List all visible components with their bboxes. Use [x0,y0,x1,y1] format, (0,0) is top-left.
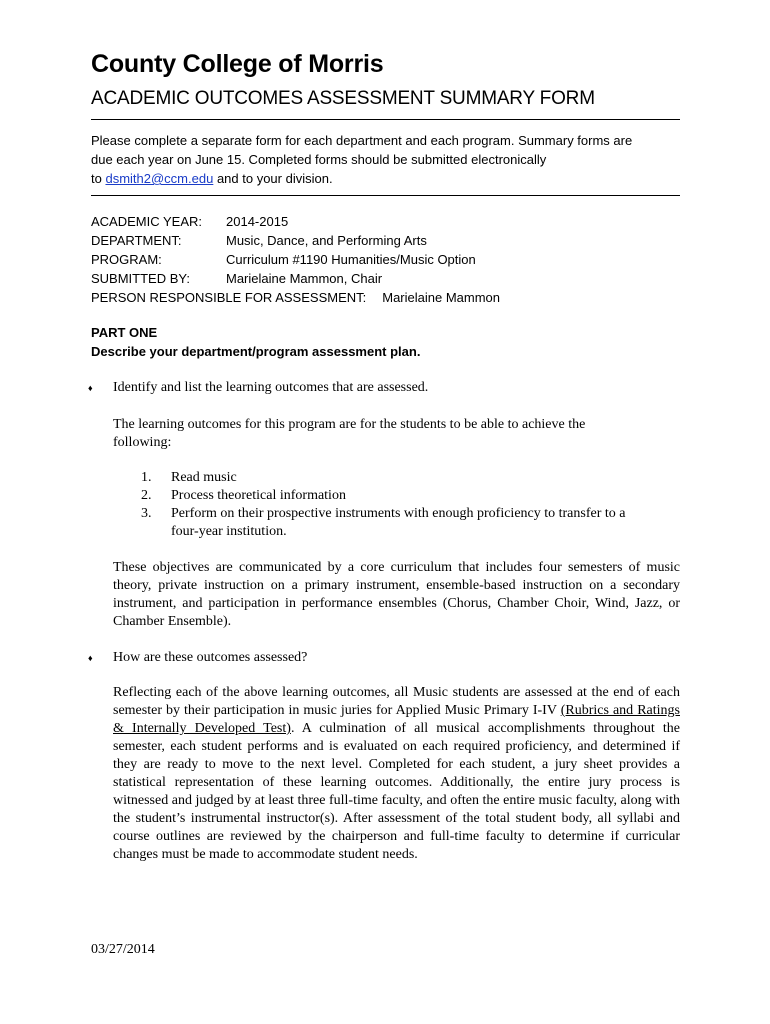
intro-line-2: due each year on June 15. Completed forms should be submitted electronically [91,152,547,167]
academic-year-value: 2014-2015 [226,214,289,229]
outcomes-intro [113,416,680,452]
rubrics-reference: (Rubrics and Ratings & Internally Developed Test) [113,703,680,736]
outcome-item-2 [141,487,346,505]
program-value: Curriculum #1190 Humanities/Music Option [226,252,476,267]
part-one-heading: PART ONE [91,325,158,340]
bullet-1-text: Identify and list the learning outcomes that are assessed. [113,380,429,395]
intro-line-3-suffix: and to your division. [213,171,333,186]
academic-year-row [91,212,288,231]
outcomes-intro-line-1: The learning outcomes for this program are for the students to be able to achieve the [113,417,586,432]
outcome-number: 1. [141,470,152,485]
submitted-by-value: Marielaine Mammon, Chair [226,271,383,286]
outcome-item-1 [141,469,237,487]
program-row [91,250,476,269]
outcome-item-3 [141,505,626,523]
assessment-text-part-1: Reflecting each of the above learning outcomes, all Music students are assessed at the end of each semester by their participation in music juries for Applied Music Primary I-IV [113,685,680,718]
form-title: ACADEMIC OUTCOMES ASSESSMENT SUMMARY FORM [91,88,595,109]
divider-top [91,119,680,120]
outcome-text: Read music [171,470,237,485]
person-responsible-row [91,288,500,307]
person-responsible-label: PERSON RESPONSIBLE FOR ASSESSMENT: [91,290,367,305]
department-row [91,231,427,250]
intro-line-3-prefix: to [91,171,106,186]
academic-year-label: ACADEMIC YEAR: [91,214,203,229]
person-responsible-value: Marielaine Mammon [382,290,501,305]
college-name: County College of Morris [91,50,384,78]
outcome-text: Process theoretical information [171,488,346,503]
submitted-by-row [91,269,382,288]
footer-date: 03/27/2014 [91,942,155,957]
outcome-item-3-continued: four-year institution. [171,524,287,539]
intro-line-1: Please complete a separate form for each department and each program. Summary forms are [91,133,633,148]
assessment-paragraph [113,684,680,864]
bullet-icon: ♦ [88,653,93,663]
bullet-2-text: How are these outcomes assessed? [113,650,308,665]
divider-bottom [91,195,680,196]
email-link[interactable]: dsmith2@ccm.edu [105,171,214,186]
outcome-number: 2. [141,488,152,503]
part-one-description: Describe your department/program assessment plan. [91,344,421,359]
outcomes-intro-line-2: following: [113,435,172,450]
submitted-by-label: SUBMITTED BY: [91,271,190,286]
intro-line-3 [91,169,691,188]
outcome-text: Perform on their prospective instruments with enough proficiency to transfer to a [171,506,626,521]
program-label: PROGRAM: [91,252,162,267]
objectives-paragraph: These objectives are communicated by a core curriculum that includes four semesters of music theory, private instruction on a primary instrument, ensemble-based instruction on a secondary instrument, and participation in performance ensembles (Chorus, Chamber Choir, Wind, Jazz, or Chamber Ensemble). [113,560,680,629]
intro-text [91,131,691,188]
department-label: DEPARTMENT: [91,233,182,248]
assessment-text-part-2: . A culmination of all musical accomplishments throughout the semester, each student performs and is evaluated on each required proficiency, and determined if they are ready to move to the next level. Completed for each student, a jury sheet provides a statistical representation of these learning outcomes. Additionally, the entire jury process is witnessed and judged by at least three full-time faculty, and often the entire music faculty, along with the student’s instrumental instructor(s). After assessment of the total student body, all syllabi and course outlines are reviewed by the chairperson and full-time faculty to determine if curricular changes must be made to accommodate student needs. [113,721,680,862]
outcome-number: 3. [141,506,152,521]
department-value: Music, Dance, and Performing Arts [226,233,427,248]
bullet-icon: ♦ [88,383,93,393]
